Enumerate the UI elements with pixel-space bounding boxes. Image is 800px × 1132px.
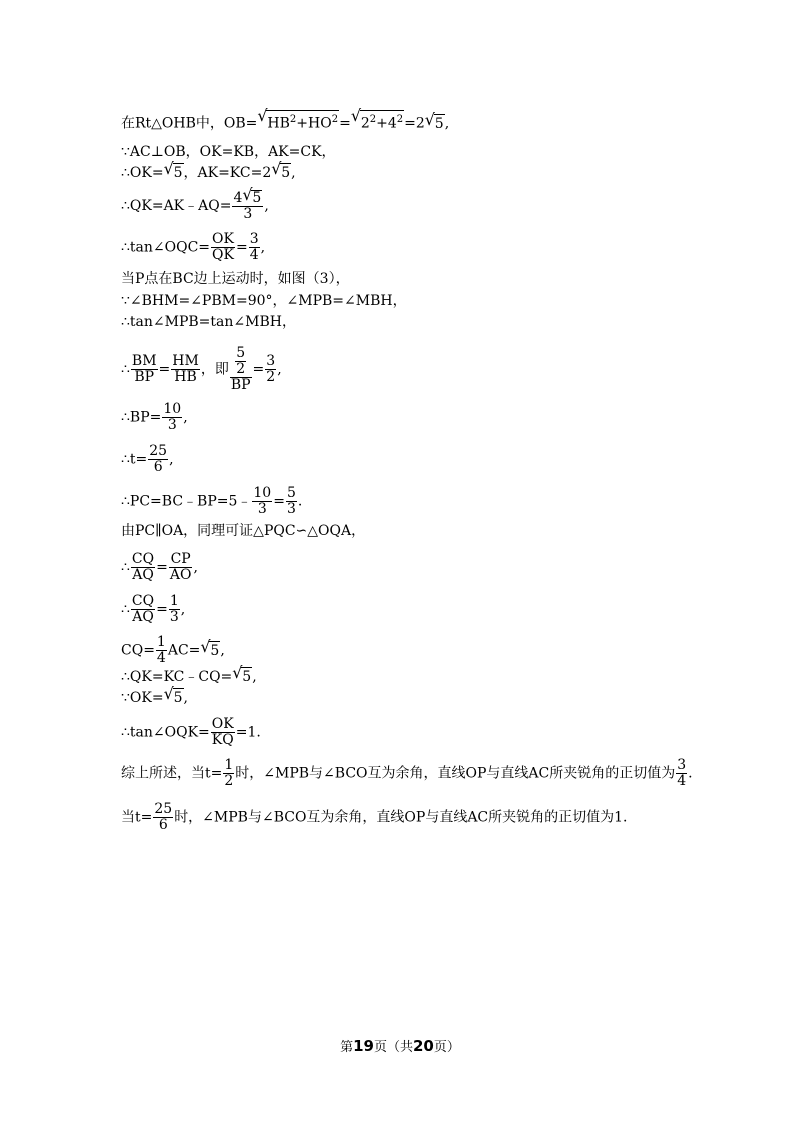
fraction: $\frac{CP}{AO}$ — [169, 551, 192, 583]
text: =2 — [404, 115, 425, 132]
sqrt-5: √ 5 — [163, 159, 183, 181]
text: = — [235, 239, 248, 256]
text: 综上所述，当t= — [121, 765, 223, 782]
text: , — [169, 451, 174, 468]
line-summary-1 — [121, 758, 693, 789]
text: ∴QK=AK﹣AQ= — [121, 198, 232, 214]
fraction: $\frac{5}{2}$ — [236, 345, 246, 377]
text: 时，∠MPB与∠BCO互为余角，直线OP与直线AC所夹锐角的正切值为 — [235, 765, 676, 782]
text: 2 — [331, 114, 339, 125]
text: ∴OK= — [121, 165, 164, 181]
fraction: 4 √ 5 3 — [233, 185, 262, 222]
sqrt-hb-ho: √ $HB^2+HO^2$ — [257, 106, 339, 132]
text: , — [444, 115, 450, 132]
text: ∴ — [121, 361, 130, 378]
fraction: $\frac{25}{6}$ — [154, 801, 173, 833]
text: +HO — [296, 115, 332, 132]
text: ∴tan∠MPB=tan∠MBH， — [121, 314, 296, 330]
text: = — [339, 115, 351, 132]
line-cq-aq-ratio — [121, 552, 198, 583]
line-qk — [121, 185, 269, 222]
fraction: $\frac{1}{3}$ — [169, 593, 179, 625]
text: 页） — [433, 1040, 460, 1055]
line-ac-perp-ob — [121, 143, 336, 161]
text: ∴PC=BC﹣BP=5﹣ — [121, 493, 252, 510]
text: HB — [267, 115, 290, 132]
text: ∴BP= — [121, 409, 162, 426]
total-pages: 20 — [413, 1037, 434, 1055]
fraction: $\frac{3}{2}$ — [266, 353, 276, 385]
text: . — [688, 765, 693, 782]
sqrt-5: √ 5 — [242, 185, 262, 206]
text: = — [273, 493, 285, 510]
line-summary-2 — [121, 802, 628, 833]
fraction: $\frac{1}{2}$ — [224, 757, 234, 789]
sqrt-5: √ 5 — [163, 684, 183, 706]
text: ∵AC⊥OB，OK=KB，AK=CK， — [121, 144, 336, 160]
text: CQ= — [121, 642, 155, 659]
line-cq — [121, 635, 225, 666]
text: ∴tan∠OQC= — [121, 239, 211, 256]
line-bp — [121, 402, 188, 433]
text: ∴ — [121, 559, 130, 576]
page-number: 19 — [353, 1037, 374, 1055]
text: 由PC∥OA，同理可证△PQC∽△OQA， — [121, 523, 366, 539]
text: 2 — [369, 114, 377, 125]
text: ，AK=KC=2 — [183, 165, 272, 181]
line-ok — [121, 684, 188, 707]
text: 在Rt△OHB中，OB= — [121, 115, 258, 132]
line-t — [121, 444, 174, 475]
fraction: $\frac{\frac{5}{2}}{BP}$ — [230, 345, 251, 393]
text: , — [220, 642, 225, 659]
fraction: $\frac{CQ}{AQ}$ — [131, 593, 155, 625]
line-bm-bp — [121, 346, 282, 393]
text: ∴t= — [121, 451, 148, 468]
line-similar — [121, 522, 365, 540]
line-angles — [121, 292, 407, 310]
text: = — [158, 361, 171, 378]
text: 4 — [233, 190, 243, 206]
text: ∵∠BHM=∠PBM=90°，∠MPB=∠MBH， — [121, 293, 407, 309]
text: , — [264, 198, 269, 214]
text: ∴QK=KC﹣CQ= — [121, 669, 233, 685]
text: , — [252, 669, 257, 685]
fraction: $\frac{1}{4}$ — [156, 634, 166, 666]
text: , — [260, 239, 266, 256]
text: , — [180, 601, 186, 618]
text: ∴tan∠OQK= — [121, 724, 210, 741]
text: 2 — [396, 114, 404, 125]
line-tan-oqk — [121, 717, 261, 748]
sqrt-5: √ 5 — [200, 636, 220, 659]
fraction: $\frac{10}{3}$ — [163, 401, 182, 433]
text: 时，∠MPB与∠BCO互为余角，直线OP与直线AC所夹锐角的正切值为1. — [174, 809, 628, 826]
text: AC= — [167, 642, 201, 659]
sqrt-5: √ 5 — [232, 663, 252, 685]
sqrt-5: √ 5 — [424, 109, 444, 132]
fraction: $\frac{5}{3}$ — [286, 485, 296, 517]
text: , — [193, 559, 198, 576]
fraction: $\frac{OK}{KQ}$ — [211, 716, 234, 748]
fraction: $\frac{3}{4}$ — [249, 231, 259, 263]
text: 当t= — [121, 809, 153, 826]
fraction: $\frac{25}{6}$ — [149, 443, 168, 475]
line-ob-calc — [121, 106, 450, 133]
line-p-on-bc — [121, 270, 350, 288]
text: , — [183, 409, 188, 426]
fraction: $\frac{HM}{HB}$ — [172, 353, 199, 385]
text: 页（共 — [373, 1040, 413, 1055]
fraction: $\frac{BM}{BP}$ — [131, 353, 157, 385]
text: =1. — [235, 724, 261, 741]
text: , — [291, 165, 296, 181]
line-tan-oqc — [121, 232, 265, 263]
fraction: $\frac{3}{4}$ — [677, 757, 687, 789]
sqrt-5: √ 5 — [271, 159, 291, 181]
text: ∴ — [121, 601, 130, 618]
text: 2 — [360, 115, 370, 132]
text: = — [252, 361, 265, 378]
text: ，即 — [200, 361, 229, 378]
text: = — [156, 601, 168, 618]
line-cq-aq-third — [121, 594, 185, 625]
text: 第 — [340, 1040, 354, 1055]
line-qk-kc — [121, 663, 257, 686]
text: = — [156, 559, 168, 576]
fraction: $\frac{10}{3}$ — [253, 485, 272, 517]
text: , — [277, 361, 282, 378]
text: . — [297, 493, 303, 510]
line-pc — [121, 486, 302, 517]
fraction: $\frac{OK}{QK}$ — [212, 231, 234, 263]
sqrt-2-4: √ $2^2+4^2$ — [350, 106, 404, 132]
text: ∵OK= — [121, 690, 164, 706]
text: 当P点在BC边上运动时，如图（3）， — [121, 271, 350, 287]
line-tan-mpb — [121, 313, 296, 331]
text: +4 — [376, 115, 397, 132]
fraction: $\frac{CQ}{AQ}$ — [131, 551, 155, 583]
page-footer — [0, 1036, 800, 1055]
line-ok-ak — [121, 159, 296, 182]
text: , — [183, 690, 188, 706]
text: 2 — [289, 114, 297, 125]
